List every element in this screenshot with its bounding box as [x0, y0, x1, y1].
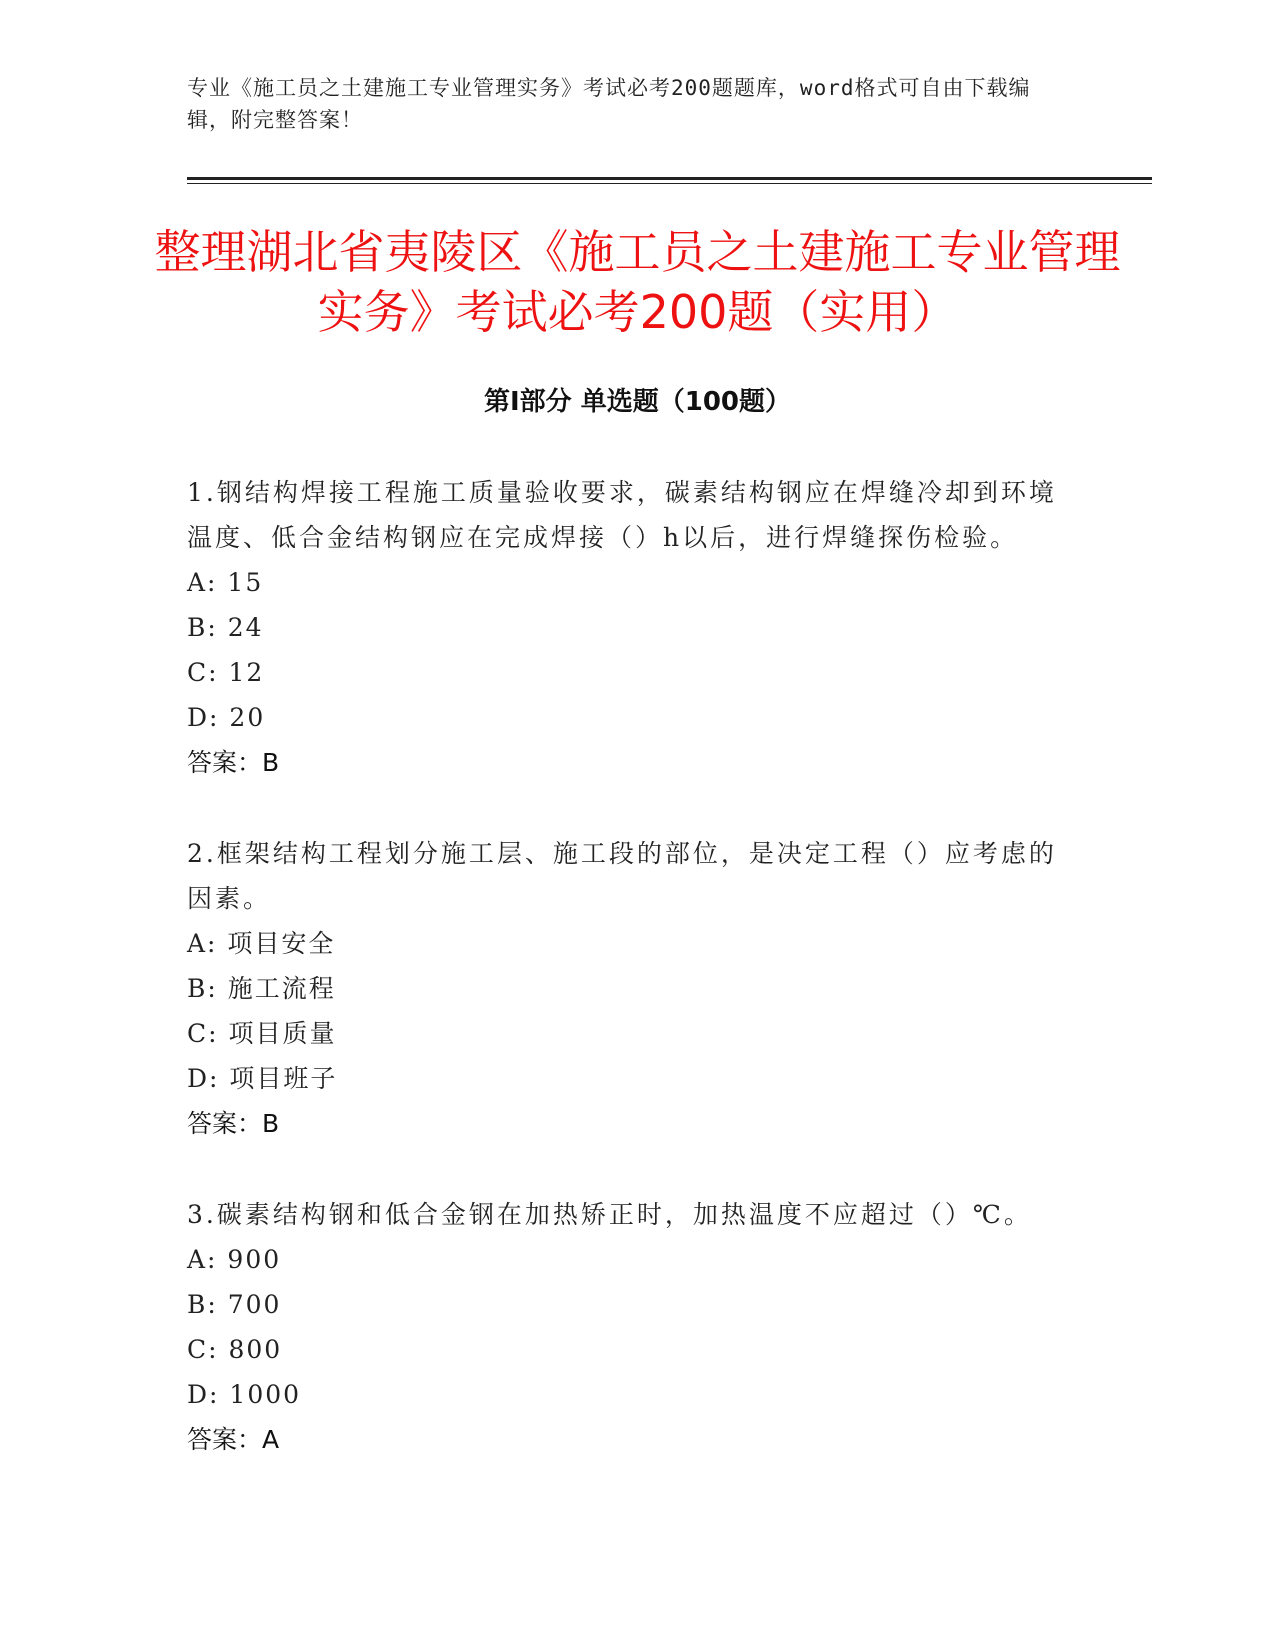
answer: 答案：B [187, 1109, 280, 1138]
question-stem: 2.框架结构工程划分施工层、施工段的部位，是决定工程（）应考虑的因素。 [187, 839, 1057, 913]
question-stem: 3.碳素结构钢和低合金钢在加热矫正时，加热温度不应超过（）℃。 [187, 1200, 1032, 1229]
question-2 [187, 831, 1067, 1146]
answer: 答案：A [187, 1425, 280, 1454]
question-3 [187, 1192, 1067, 1462]
option-a: A: 900 [187, 1245, 282, 1274]
header-note: 专业《施工员之土建施工专业管理实务》考试必考200题题库，word格式可自由下载编辑，附完整答案！ [187, 76, 1031, 132]
document-title: 整理湖北省夷陵区《施工员之土建施工专业管理实务》考试必考200题（实用） [154, 225, 1121, 339]
question-list [187, 470, 1067, 1508]
option-a: A: 项目安全 [187, 929, 336, 958]
option-d: D: 1000 [187, 1380, 302, 1409]
option-d: D: 项目班子 [187, 1064, 338, 1093]
option-d: D: 20 [187, 703, 266, 732]
question-stem: 1.钢结构焊接工程施工质量验收要求，碳素结构钢应在焊缝冷却到环境温度、低合金结构钢应在完成焊接（）h以后，进行焊缝探伤检验。 [187, 478, 1057, 552]
option-c: C: 800 [187, 1335, 283, 1364]
header-divider-thick [187, 177, 1152, 180]
option-b: B: 施工流程 [187, 974, 336, 1003]
section-title: 第Ⅰ部分 单选题（100题） [484, 387, 791, 417]
option-b: B: 24 [187, 613, 264, 642]
option-a: A: 15 [187, 568, 264, 597]
option-c: C: 12 [187, 658, 265, 687]
question-1 [187, 470, 1067, 785]
answer: 答案：B [187, 748, 280, 777]
option-c: C: 项目质量 [187, 1019, 337, 1048]
option-b: B: 700 [187, 1290, 282, 1319]
header-divider-thin [187, 183, 1152, 184]
